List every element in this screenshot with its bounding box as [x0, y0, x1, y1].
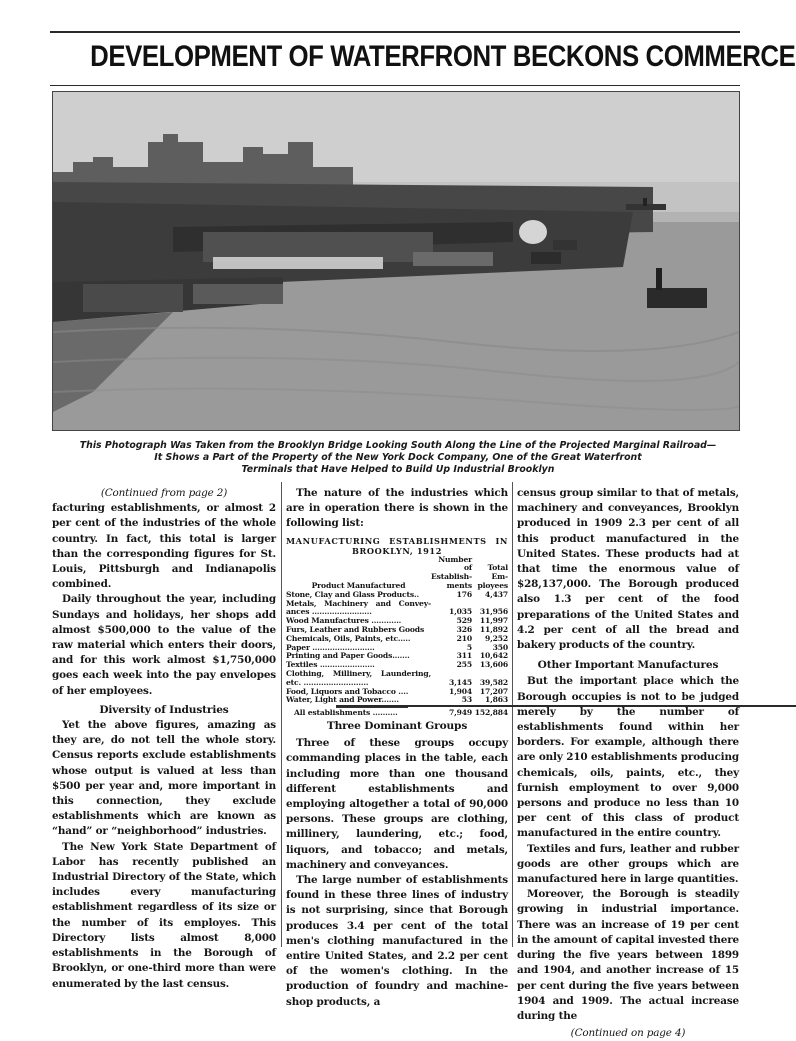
- title-underline-rule: [50, 85, 740, 86]
- paragraph: census group similar to that of metals, machinery and conveyances, Brooklyn produced in 1909 2.3 per cent of all this product manufactured in the United States. These products had at that time the enormous value of $28,137,000. The Borough produced also 1.3 per cent of the food preparations of the United States and 4.2 per cent of all the bread and bakery products of the country.: [517, 487, 739, 652]
- table-row: Metals, Machinery and Convey-ances ........................ 1,035 31,956: [286, 599, 508, 617]
- continued-from-note: (Continued from page 2): [100, 487, 228, 499]
- paragraph: Textiles and furs, leather and rubber goods are other groups which are manufactured here in large quantities.: [517, 842, 739, 886]
- page-title: DEVELOPMENT OF WATERFRONT BECKONS COMMERCE: [90, 40, 796, 73]
- table-title-line: MANUFACTURING ESTABLISHMENTS IN: [286, 535, 508, 546]
- paragraph: The New York State Department of Labor has recently published an Industrial Directory of the State, which includes every manufacturing establishment regardless of its size or the number of its employes. This Directory lists almost 8,000 establishments in the Borough of Brooklyn, or one-third more than were enumerated by the last census.: [52, 840, 276, 990]
- caption-line: It Shows a Part of the Property of the New York Dock Company, One of the Great Waterfront: [154, 452, 642, 463]
- paragraph: Daily throughout the year, including Sundays and holidays, her shops add almost $500,000 to the value of the raw material which enters their doors, and for this work almost $1,750,000 goes each week into the pay envelopes of her employees.: [52, 593, 276, 697]
- table-row: Food, Liquors and Tobacco .... 1,904 17,207: [286, 686, 508, 696]
- paragraph: Yet the above figures, amazing as they are, do not tell the whole story. Census reports exclude establishments whose output is valued at less than $500 per year and, more important in this connection, they exclude establishments which are known as “hand” or “neighborhood” industries.: [52, 719, 276, 838]
- harbor-scene-illustration: [53, 92, 739, 430]
- table-row: Wood Manufactures ............ 529 11,997: [286, 616, 508, 626]
- paragraph: The nature of the industries which are in operation there is shown in the following list:: [286, 487, 508, 530]
- manufacturing-table: [286, 556, 508, 718]
- column-divider: [281, 482, 282, 947]
- table-title-line: BROOKLYN, 1912: [351, 545, 443, 556]
- article-column-1: [52, 486, 276, 992]
- header-establishments: Number of Establish-ments: [430, 554, 473, 590]
- table-row: Stone, Clay and Glass Products.. 176 4,437: [286, 589, 508, 599]
- table-total-row: All establishments .......... 7,949 152,884: [294, 708, 508, 718]
- article-column-3: [517, 486, 739, 1041]
- table-row: Textiles ...................... 255 13,606: [286, 660, 508, 670]
- article-column-2: [286, 486, 508, 1010]
- paragraph: facturing establishments, or almost 2 per cent of the industries of the whole country. In fact, this total is larger than the corresponding figures for St. Louis, Pittsburgh and Indianapolis combined.: [52, 502, 276, 591]
- header-product: Product Manufactured: [311, 581, 406, 590]
- waterfront-photograph: [52, 91, 740, 431]
- paragraph: The large number of establishments found in these three lines of industry is not surprising, since that Borough produces 3.4 per cent of the total men's clothing manufactured in the entire United States, and 2.2 per cent of the women's clothing. In the production of foundry and machine-shop products, a: [286, 873, 508, 1008]
- continued-on-note: (Continued on page 4): [570, 1027, 686, 1040]
- table-row: Clothing, Millinery, Laundering, etc. .......................... 3,145 39,582: [286, 669, 508, 687]
- section-heading: Other Important Manufactures: [537, 659, 719, 672]
- paragraph: Moreover, the Borough is steadily growing in industrial importance. There was an increase of 19 per cent in the amount of capital invested there during the five years between 1899 and 1904, and another increase of 15 per cent during the five years between 1904 and 1909. The actual increase during the: [517, 888, 739, 1022]
- top-rule: [50, 31, 740, 33]
- caption-line: This Photograph Was Taken from the Brooklyn Bridge Looking South Along the Line of the Projected Marginal Railroad—: [79, 440, 717, 451]
- table-header-row: [286, 556, 508, 591]
- section-heading: Diversity of Industries: [99, 703, 229, 716]
- table-title: [286, 536, 508, 556]
- paragraph: Three of these groups occupy commanding places in the table, each including more than one thousand different establishments and employing altogether a total of 90,000 persons. These groups are clothing, millinery, laundering, etc.; food, liquors, and tobacco; and metals, machinery and conveyances.: [286, 737, 508, 871]
- section-heading: Three Dominant Groups: [326, 719, 468, 732]
- table-row: Water, Light and Power....... 53 1,863: [286, 695, 508, 705]
- paragraph: But the important place which the Borough occupies is not to be judged merely by the number of establishments found within her borders. For example, although there are only 210 establishments producing chemicals, oils, paints, etc., they furnish employment to over 9,000 persons and produce no less than 10 per cent of this class of product manufactured in the entire country.: [517, 675, 739, 840]
- table-row: Furs, Leather and Rubbers Goods 326 11,892: [286, 624, 508, 634]
- column-divider: [512, 482, 513, 947]
- caption-line: Terminals that Have Helped to Build Up Industrial Brooklyn: [241, 464, 555, 475]
- table-row: Printing and Paper Goods....... 311 10,642: [286, 651, 508, 661]
- table-row: Chemicals, Oils, Paints, etc..... 210 9,252: [286, 633, 508, 643]
- table-row: Paper ......................... 5 350: [286, 642, 508, 652]
- photo-caption: [44, 440, 752, 476]
- header-employees: Total Em-ployees: [477, 563, 508, 590]
